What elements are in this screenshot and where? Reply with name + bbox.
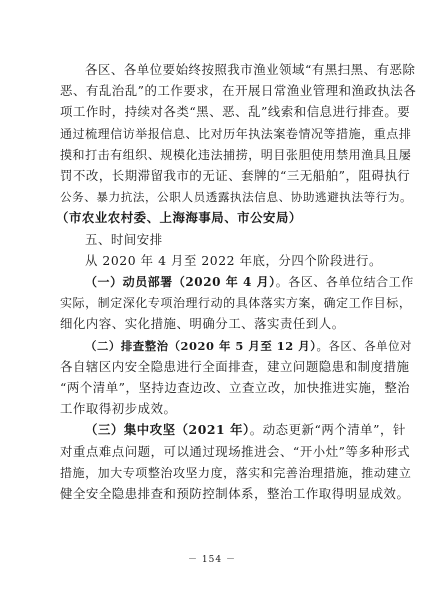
phase-line bbox=[85, 422, 406, 438]
paragraph-line: 项工作时，持续对各类“黑、恶、乱”线索和信息进行排查。要 bbox=[60, 104, 411, 120]
paragraph-line: 摸和打击有组织、规模化违法捕捞，明目张胆使用禁用渔具且屡 bbox=[60, 147, 412, 162]
paragraph-line: 工作取得初步成效。 bbox=[60, 401, 177, 417]
paragraph-line: 措施，加大专项整治攻坚力度，落实和完善治理措施，推动建立 bbox=[60, 465, 412, 480]
paragraph-line: 公务、暴力抗法，公职人员透露执法信息、协助逃避执法等行为。 bbox=[60, 190, 413, 205]
phase-title: （二）排查整治（2020 年 5 月至 12 月） bbox=[85, 338, 317, 353]
paragraph-line: 恶、有乱治乱”的工作要求，在开展日常渔业管理和渔政执法各 bbox=[60, 83, 417, 99]
paragraph-line: 各自辖区内安全隐患进行全面排查，建立问题隐患和制度措施 bbox=[60, 358, 410, 374]
paragraph-line: 从 2020 年 4 月至 2022 年底，分四个阶段进行。 bbox=[85, 252, 382, 268]
phase-text: 。各区、各单位对 bbox=[316, 338, 412, 353]
responsible-units: （市农业农村委、上海海事局、市公安局） bbox=[56, 210, 302, 226]
paragraph-line: 通过梳理信访举报信息、比对历年执法案卷情况等措施，重点排 bbox=[60, 126, 412, 141]
phase-title: （三）集中攻坚（2021 年） bbox=[85, 422, 250, 438]
paragraph-line: 各区、各单位要始终按照我市渔业领域“有黑扫黑、有恶除 bbox=[85, 62, 416, 77]
section-heading: 五、时间安排 bbox=[85, 231, 163, 247]
phase-line bbox=[85, 338, 412, 354]
paragraph-line: 实际，制定深化专项治理行动的具体落实方案，确定工作目标， bbox=[60, 296, 412, 311]
paragraph-line: 健全安全隐患排查和预防控制体系，整治工作取得明显成效。 bbox=[60, 486, 410, 501]
page-number: － 154 － bbox=[188, 555, 236, 565]
phase-text: 。动态更新“两个清单”，针 bbox=[249, 422, 406, 438]
phase-line bbox=[85, 274, 414, 290]
phase-text: 。各区、各单位结合工作 bbox=[275, 275, 414, 289]
paragraph-line: “两个清单”，坚持边查边改、立查立改，加快推进实施，整治 bbox=[60, 380, 411, 395]
paragraph-line: 对重点难点问题，可以通过现场推进会、“开小灶”等多种形式 bbox=[60, 443, 411, 459]
paragraph-line: 罚不改，长期滞留我市的无证、套牌的“三无船舶”，阻碍执行 bbox=[60, 168, 411, 183]
phase-title: （一）动员部署（2020 年 4 月） bbox=[85, 275, 276, 289]
paragraph-line: 细化内容、实化措施、明确分工、落实责任到人。 bbox=[60, 316, 345, 332]
